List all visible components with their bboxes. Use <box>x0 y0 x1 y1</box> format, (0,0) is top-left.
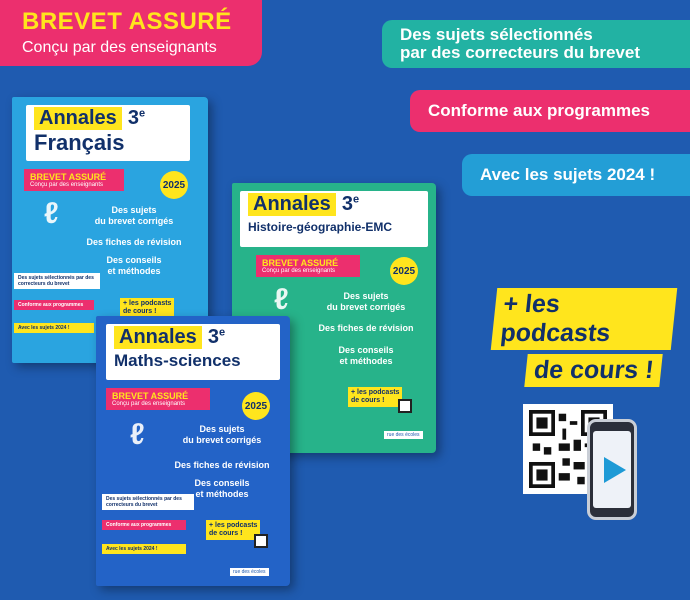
book-histoire-year: 2025 <box>390 257 418 285</box>
book-histoire-swirl-icon: ℓ <box>274 283 289 316</box>
claim-programmes-text: Conforme aux programmes <box>428 101 650 120</box>
book-histoire-feat3 <box>306 345 426 367</box>
book-francais-feat1-l1: Des sujets <box>111 205 157 215</box>
book-francais-swirl-icon: ℓ <box>44 197 59 230</box>
book-histoire-pod-l2: de cours ! <box>351 397 385 404</box>
book-histoire-feat1-l1: Des sujets <box>343 291 389 301</box>
book-francais-feat3-l1: Des conseils <box>106 255 162 265</box>
book-francais-year: 2025 <box>160 171 188 199</box>
book-histoire-feat1-l2: du brevet corrigés <box>326 302 406 312</box>
book-francais-title-box <box>26 105 190 161</box>
book-maths-annales: Annales <box>114 326 202 349</box>
book-maths-feat2: Des fiches de révision <box>174 460 270 470</box>
book-maths[interactable] <box>96 316 290 586</box>
book-maths-feat3-l2: et méthodes <box>195 489 249 499</box>
book-francais-grade-sup: e <box>138 107 146 120</box>
book-francais-brevet-sub: Conçu par des enseignants <box>30 182 104 188</box>
book-histoire-feat2: Des fiches de révision <box>318 323 414 333</box>
book-francais-feat2: Des fiches de révision <box>86 237 182 247</box>
book-histoire-brevet: BREVET ASSURÉ <box>262 258 339 268</box>
book-histoire-grade <box>342 193 359 215</box>
book-francais-mini-sel: Des sujets sélectionnés par des correcteurs du brevet <box>14 273 100 289</box>
book-maths-feat3-l1: Des conseils <box>194 478 250 488</box>
book-francais-pod-l2: de cours ! <box>123 308 157 315</box>
play-icon <box>604 457 626 483</box>
book-maths-grade-num: 3 <box>207 326 219 348</box>
book-histoire-feat1 <box>306 291 426 313</box>
book-francais-feat1-l2: du brevet corrigés <box>94 216 174 226</box>
book-histoire-pod <box>348 387 402 407</box>
book-maths-brevet: BREVET ASSURÉ <box>112 391 189 401</box>
book-francais-subject: Français <box>34 130 125 155</box>
book-maths-mini-sujets: Avec les sujets 2024 ! <box>102 544 186 554</box>
book-histoire-grade-sup: e <box>352 193 360 206</box>
book-maths-pod <box>206 520 260 540</box>
book-maths-brevet-band <box>106 388 210 410</box>
book-francais-grade-num: 3 <box>127 107 139 129</box>
phone-icon <box>587 419 637 520</box>
claim-sujets-text: Avec les sujets 2024 ! <box>480 165 656 184</box>
book-francais-mini-sujets: Avec les sujets 2024 ! <box>14 323 94 333</box>
book-francais-mini-prog: Conforme aux programmes <box>14 300 94 310</box>
book-francais-annales: Annales <box>34 107 122 130</box>
book-maths-brevet-sub: Conçu par des enseignants <box>112 401 186 407</box>
book-maths-mini-sel: Des sujets sélectionnés par des correcteurs du brevet <box>102 494 194 510</box>
book-francais-pod-l1: + les podcasts <box>123 300 172 307</box>
book-francais-brevet-band <box>24 169 124 191</box>
book-maths-swirl-icon: ℓ <box>130 418 145 451</box>
phone-screen <box>593 431 631 508</box>
book-histoire-feat3-l1: Des conseils <box>338 345 394 355</box>
book-maths-feat1-l1: Des sujets <box>199 424 245 434</box>
book-maths-publisher: rue des écoles <box>230 568 269 576</box>
podcast-promo <box>494 288 674 387</box>
book-histoire-subject: Histoire-géographie-EMC <box>248 220 393 234</box>
book-histoire-grade-num: 3 <box>341 193 353 215</box>
book-francais-feat3-l2: et méthodes <box>107 266 161 276</box>
book-histoire-publisher: rue des écoles <box>384 431 423 439</box>
badge-title: BREVET ASSURÉ <box>22 8 232 35</box>
book-histoire-pod-l1: + les podcasts <box>351 389 400 396</box>
book-histoire-feat3-l2: et méthodes <box>339 356 393 366</box>
book-maths-year: 2025 <box>242 392 270 420</box>
book-histoire-annales: Annales <box>248 193 336 216</box>
book-histoire-title-box <box>240 191 428 247</box>
book-histoire-brevet-band <box>256 255 360 277</box>
book-maths-pod-l2: de cours ! <box>209 530 243 537</box>
book-francais-feat1 <box>74 205 194 227</box>
claim-selection-line1: Des sujets sélectionnés <box>400 25 593 44</box>
book-maths-grade-sup: e <box>218 326 226 339</box>
book-francais-grade <box>128 107 145 129</box>
book-francais-pod <box>120 298 174 318</box>
book-histoire-brevet-sub: Conçu par des enseignants <box>262 268 336 274</box>
podcast-promo-line2: de cours ! <box>524 354 663 387</box>
podcast-promo-line1: + les podcasts <box>491 288 678 350</box>
book-maths-grade <box>208 326 225 348</box>
book-histoire-qr-icon <box>398 399 412 413</box>
claim-selection-line2: par des correcteurs du brevet <box>400 43 640 62</box>
book-maths-feat1 <box>160 424 284 446</box>
claim-sujets <box>462 154 690 196</box>
book-maths-feat1-l2: du brevet corrigés <box>182 435 262 445</box>
book-maths-mini-prog: Conforme aux programmes <box>102 520 186 530</box>
brevet-assure-badge <box>0 0 262 66</box>
book-maths-title-box <box>106 324 280 380</box>
book-maths-subject: Maths-sciences <box>114 351 241 370</box>
claim-selection <box>382 20 690 68</box>
book-francais-brevet: BREVET ASSURÉ <box>30 172 107 182</box>
book-maths-qr-icon <box>254 534 268 548</box>
book-maths-pod-l1: + les podcasts <box>209 522 258 529</box>
claim-programmes <box>410 90 690 132</box>
badge-subtitle: Conçu par des enseignants <box>22 39 217 56</box>
